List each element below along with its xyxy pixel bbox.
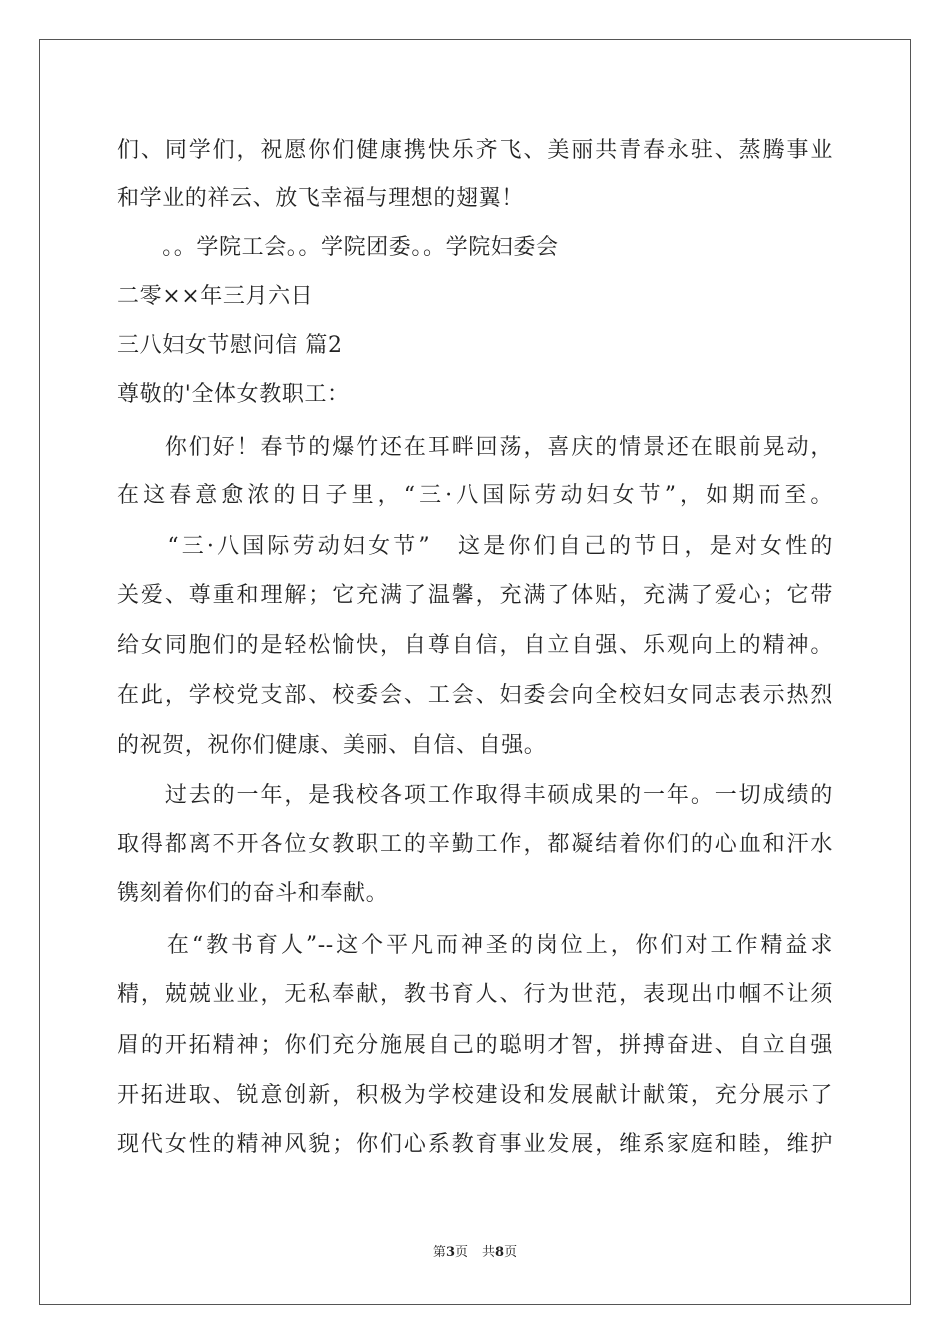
page-border: [39, 39, 911, 1305]
text-line: 眉的开拓精神；你们充分施展自己的聪明才智，拼搏奋进、自立自强: [117, 1033, 833, 1058]
text-line: 的祝贺，祝你们健康、美丽、自信、自强。: [117, 733, 547, 758]
text-line: 取得都离不开各位女教职工的辛勤工作，都凝结着你们的心血和汗水: [117, 832, 833, 857]
text-line: 在这春意愈浓的日子里，“三·八国际劳动妇女节”，如期而至。: [117, 483, 833, 508]
text-line: 镌刻着你们的奋斗和奉献。: [117, 881, 389, 906]
text-line: 开拓进取、锐意创新，积极为学校建设和发展献计献策，充分展示了: [117, 1083, 833, 1108]
text-line: 们、同学们，祝愿你们健康携快乐齐飞、美丽共青春永驻、蒸腾事业: [117, 138, 833, 163]
text-line: 二零××年三月六日: [117, 284, 314, 309]
current-page-number: 3: [445, 1245, 455, 1260]
section-heading: 三八妇女节慰问信 篇2: [117, 333, 343, 358]
text-line: 在“教书育人”--这个平凡而神圣的岗位上，你们对工作精益求: [117, 933, 833, 958]
footer-prefix: 第: [432, 1245, 446, 1260]
text-line: 过去的一年，是我校各项工作取得丰硕成果的一年。一切成绩的: [117, 783, 833, 808]
text-line: 现代女性的精神风貌；你们心系教育事业发展，维系家庭和睦，维护: [117, 1132, 833, 1157]
text-line: “三·八国际劳动妇女节” 这是你们自己的节日，是对女性的: [117, 534, 833, 559]
footer-total-prefix: 共: [482, 1245, 496, 1260]
text-line: 你们好！春节的爆竹还在耳畔回荡，喜庆的情景还在眼前晃动，: [117, 435, 833, 460]
text-line: 精，兢兢业业，无私奉献，教书育人、行为世范，表现出巾帼不让须: [117, 982, 833, 1007]
text-line: 和学业的祥云、放飞幸福与理想的翅翼！: [117, 186, 524, 211]
text-line: 给女同胞们的是轻松愉快，自尊自信，自立自强、乐观向上的精神。: [117, 633, 833, 658]
text-line: 。。学院工会。。学院团委。。学院妇委会: [117, 235, 559, 260]
footer-page-word: 页: [454, 1245, 468, 1260]
total-pages-number: 8: [495, 1245, 505, 1260]
page-footer: [0, 1244, 950, 1262]
footer-total-suffix: 页: [504, 1245, 518, 1260]
salutation: 尊敬的'全体女教职工：: [117, 382, 350, 407]
text-line: 关爱、尊重和理解；它充满了温馨，充满了体贴，充满了爱心；它带: [117, 583, 833, 608]
text-line: 在此，学校党支部、校委会、工会、妇委会向全校妇女同志表示热烈: [117, 683, 833, 708]
